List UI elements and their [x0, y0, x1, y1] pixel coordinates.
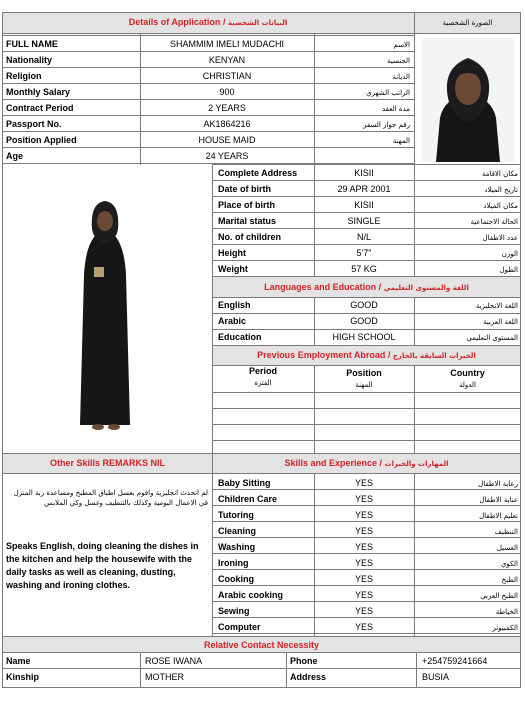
- detail-label: Height: [218, 248, 246, 258]
- skill-label-ar: رعاية الاطفال: [478, 480, 518, 488]
- personal-label: FULL NAME: [6, 39, 58, 49]
- contact-kinship-value: MOTHER: [145, 672, 184, 682]
- grid-line: [2, 115, 414, 116]
- skill-label-ar: الطبخ: [501, 576, 518, 584]
- grid-line: [212, 345, 521, 346]
- grid-line: [212, 453, 213, 636]
- personal-label-ar: الجنسية: [387, 57, 410, 65]
- grid-line: [2, 99, 414, 100]
- grid-line: [140, 652, 141, 687]
- grid-line: [2, 67, 414, 68]
- skill-label: Computer: [218, 622, 261, 632]
- detail-label-ar: مكان الميلاد: [483, 202, 518, 210]
- employment-title-sep: /: [385, 350, 393, 360]
- col-position-ar: المهنة: [355, 381, 373, 389]
- personal-label: Monthly Salary: [6, 87, 71, 97]
- employment-title: [212, 350, 521, 361]
- applicant-full-body-photo: [60, 195, 150, 435]
- grid-line: [212, 489, 521, 490]
- skill-label: Baby Sitting: [218, 478, 271, 488]
- skill-value: YES: [354, 494, 373, 504]
- contact-kinship-label: Kinship: [6, 672, 39, 682]
- skill-value: YES: [354, 542, 373, 552]
- col-country-ar: الدولة: [458, 381, 477, 389]
- personal-label: Religion: [6, 71, 42, 81]
- grid-line: [2, 636, 521, 637]
- personal-value: AK1864216: [203, 119, 251, 129]
- grid-line: [2, 453, 521, 454]
- contact-title: Relative Contact Necessity: [203, 640, 320, 650]
- personal-value: SHAMMIM IMELI MUDACHI: [169, 39, 284, 49]
- skill-label: Washing: [218, 542, 256, 552]
- application-title-ar: البيانات الشخصية: [227, 19, 288, 27]
- detail-label-ar: الوزن: [501, 250, 518, 258]
- employment-title-ar: الخبرات السابقة بالخارج: [392, 352, 476, 360]
- personal-value: CHRISTIAN: [202, 71, 252, 81]
- grid-line: [212, 164, 213, 453]
- personal-label-ar: الراتب الشهري: [366, 89, 410, 97]
- grid-line: [212, 585, 521, 586]
- grid-line: [286, 652, 287, 687]
- skill-value: YES: [354, 478, 373, 488]
- grid-line: [212, 440, 521, 441]
- skill-value: YES: [354, 622, 373, 632]
- grid-line: [212, 601, 521, 602]
- personal-label: Position Applied: [6, 135, 77, 145]
- grid-line: [2, 12, 521, 13]
- personal-label-ar: الاسم: [393, 41, 410, 49]
- skill-label: Sewing: [218, 606, 250, 616]
- grid-line: [2, 33, 521, 34]
- skill-value: YES: [354, 558, 373, 568]
- personal-value: KENYAN: [208, 55, 246, 65]
- grid-line: [414, 365, 415, 453]
- grid-line: [2, 12, 3, 687]
- detail-label-ar: تاريخ الميلاد: [484, 186, 518, 194]
- col-period: Period: [248, 366, 277, 376]
- detail-label: Place of birth: [218, 200, 276, 210]
- detail-label-ar: مكان الاقامة: [481, 170, 518, 178]
- grid-line: [212, 569, 521, 570]
- grid-line: [414, 12, 415, 165]
- other-skills-arabic-note: لم اتحدث انجليزية واقوم بغسل اطباق المطبخ ومساعدة ربة المنزل في الاعمال اليومية وكذلك بالتنظيف وغسل وكي الملابس: [13, 489, 208, 507]
- skill-label: Arabic cooking: [218, 590, 284, 600]
- col-position: Position: [346, 368, 382, 378]
- skill-label: Cooking: [218, 574, 254, 584]
- skill-value: YES: [354, 510, 373, 520]
- grid-line: [212, 260, 521, 261]
- detail-value: 57 KG: [351, 264, 377, 274]
- language-label: Education: [218, 332, 262, 342]
- contact-name-value: ROSE IWANA: [145, 656, 203, 666]
- contact-phone-label: Phone: [290, 656, 318, 666]
- language-value: GOOD: [350, 316, 378, 326]
- personal-label-ar: مدة العقد: [382, 105, 410, 113]
- grid-line: [414, 164, 415, 277]
- skill-value: YES: [354, 590, 373, 600]
- grid-line: [2, 147, 414, 148]
- detail-value: KISII: [354, 168, 374, 178]
- grid-line: [314, 365, 315, 453]
- photo-label: الصورة الشخصية: [442, 19, 493, 27]
- language-value: GOOD: [350, 300, 378, 310]
- grid-line: [2, 687, 521, 688]
- grid-line: [414, 297, 415, 345]
- skills-title: [212, 458, 521, 469]
- personal-label: Age: [6, 151, 24, 161]
- grid-line: [2, 51, 414, 52]
- language-label: English: [218, 300, 251, 310]
- detail-label: Date of birth: [218, 184, 271, 194]
- grid-line: [212, 537, 521, 538]
- detail-label-ar: الحالة الاجتماعية: [470, 218, 518, 226]
- grid-line: [212, 633, 521, 634]
- grid-line: [2, 35, 414, 36]
- grid-line: [212, 180, 521, 181]
- detail-value: SINGLE: [347, 216, 381, 226]
- grid-line: [2, 83, 414, 84]
- grid-line: [212, 553, 521, 554]
- grid-line: [414, 473, 415, 636]
- personal-label-ar: الديانة: [392, 73, 410, 81]
- grid-line: [212, 505, 521, 506]
- language-label-ar: اللغة الانجليزية: [475, 302, 518, 310]
- contact-phone-value: +254759241664: [422, 656, 488, 666]
- detail-value: N/L: [356, 232, 371, 242]
- skill-value: YES: [354, 526, 373, 536]
- grid-line: [212, 329, 521, 330]
- skill-label-ar: عناية الاطفال: [479, 496, 518, 504]
- grid-line: [2, 473, 521, 474]
- skills-title-en: Skills and Experience: [284, 458, 378, 468]
- employment-title-en: Previous Employment Abroad: [257, 350, 386, 360]
- detail-label: No. of children: [218, 232, 281, 242]
- languages-title-sep: /: [376, 282, 384, 292]
- personal-value: 2 YEARS: [208, 103, 246, 113]
- grid-line: [314, 33, 315, 165]
- skills-title-sep: /: [377, 458, 385, 468]
- contact-address-value: BUSIA: [422, 672, 450, 682]
- detail-label: Complete Address: [218, 168, 298, 178]
- grid-line: [212, 244, 521, 245]
- other-skills-title: Other Skills REMARKS NIL: [49, 458, 166, 468]
- skill-label-ar: الطبخ العربي: [480, 592, 518, 600]
- grid-line: [140, 33, 141, 165]
- skill-value: YES: [354, 574, 373, 584]
- grid-line: [2, 131, 414, 132]
- skill-label-ar: الخياطة: [495, 608, 518, 616]
- skill-label: Cleaning: [218, 526, 257, 536]
- skills-title-ar: المهارات والخبرات: [384, 460, 449, 468]
- skill-label: Ironing: [218, 558, 249, 568]
- personal-value: 900: [219, 87, 235, 97]
- languages-title-ar: اللغة والمستوى التعليمي: [383, 284, 469, 292]
- personal-value: HOUSE MAID: [198, 135, 256, 145]
- grid-line: [416, 652, 417, 687]
- col-country: Country: [450, 368, 485, 378]
- language-label-ar: المستوى التعليمي: [466, 334, 518, 342]
- skill-label-ar: تعليم الاطفال: [479, 512, 518, 520]
- skill-label: Children Care: [218, 494, 278, 504]
- grid-line: [212, 521, 521, 522]
- col-period-ar: الفترة: [254, 379, 272, 387]
- skill-label: Tutoring: [218, 510, 254, 520]
- grid-line: [212, 617, 521, 618]
- grid-line: [212, 424, 521, 425]
- skill-label-ar: التنظيف: [494, 528, 518, 536]
- skill-value: YES: [354, 606, 373, 616]
- grid-line: [212, 228, 521, 229]
- personal-label-ar: رقم جواز السفر: [363, 121, 410, 129]
- language-label-ar: اللغة العربية: [483, 318, 518, 326]
- languages-title-en: Languages and Education: [264, 282, 377, 292]
- contact-name-label: Name: [6, 656, 31, 666]
- contact-address-label: Address: [290, 672, 327, 682]
- skill-label-ar: الكوي: [500, 560, 518, 568]
- applicant-headshot: [422, 38, 514, 162]
- grid-line: [2, 668, 521, 669]
- personal-label: Nationality: [6, 55, 53, 65]
- language-label: Arabic: [218, 316, 247, 326]
- grid-line: [212, 276, 521, 277]
- detail-label: Weight: [218, 264, 248, 274]
- personal-value: 24 YEARS: [205, 151, 249, 161]
- languages-title: [212, 282, 521, 293]
- personal-label: Contract Period: [6, 103, 74, 113]
- detail-value: 29 APR 2001: [337, 184, 391, 194]
- detail-label: Marital status: [218, 216, 277, 226]
- grid-line: [212, 313, 521, 314]
- personal-label: Passport No.: [6, 119, 62, 129]
- detail-label-ar: الطول: [499, 266, 518, 274]
- grid-line: [212, 392, 521, 393]
- grid-line: [212, 196, 521, 197]
- application-title: [2, 17, 414, 28]
- detail-value: KISII: [354, 200, 374, 210]
- grid-line: [212, 212, 521, 213]
- grid-line: [2, 652, 521, 653]
- grid-line: [212, 164, 521, 165]
- application-title-en: Details of Application: [128, 17, 221, 27]
- detail-label-ar: عدد الاطفال: [482, 234, 518, 242]
- grid-line: [212, 408, 521, 409]
- personal-label-ar: المهنة: [392, 137, 410, 145]
- application-title-sep: /: [220, 17, 228, 27]
- detail-value: 5'7": [356, 248, 372, 258]
- language-value: HIGH SCHOOL: [332, 332, 396, 342]
- skill-label-ar: الكمبيوتر: [492, 624, 518, 632]
- other-skills-note: Speaks English, doing cleaning the dishes in the kitchen and help the housewife with the daily tasks as well as cleaning, dusting, washing and ironing clothes.: [6, 541, 199, 590]
- grid-line: [212, 297, 521, 298]
- skill-label-ar: الغسيل: [496, 544, 518, 552]
